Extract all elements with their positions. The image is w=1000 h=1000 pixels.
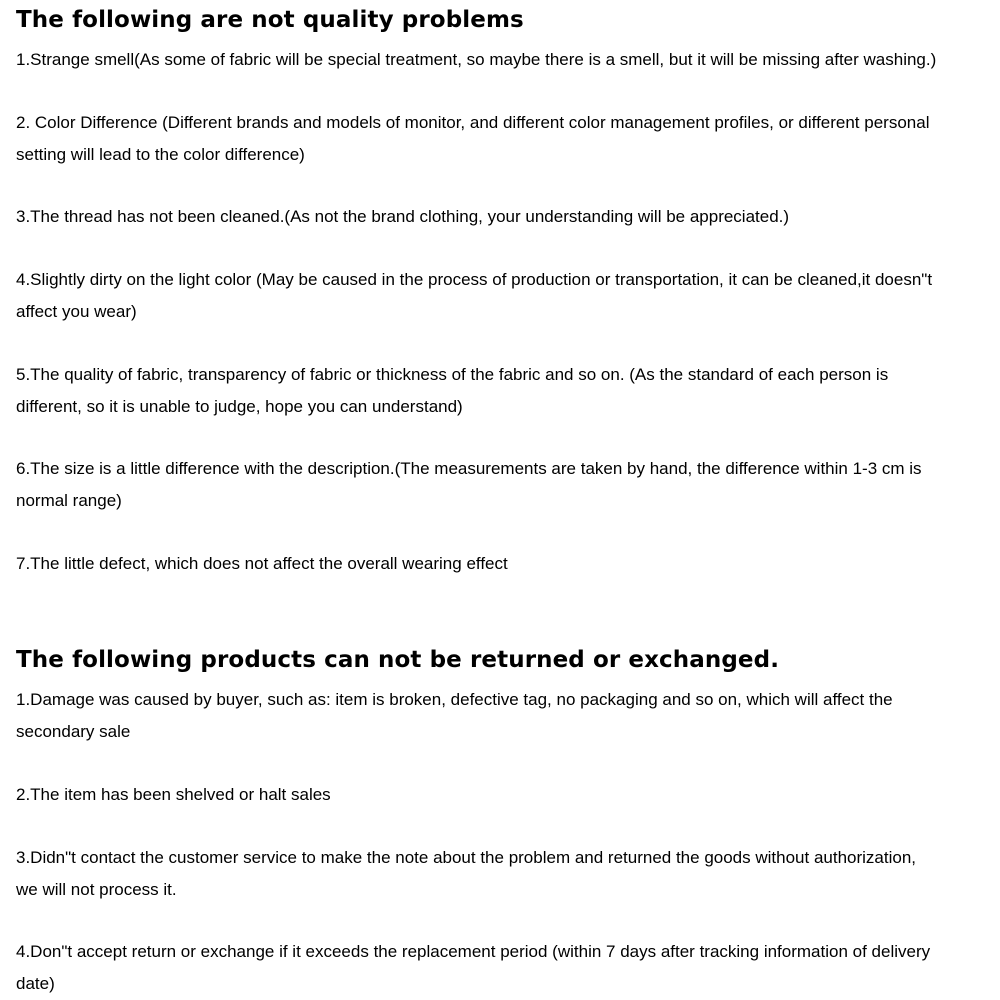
- quality-item-4-line-1: 4.Slightly dirty on the light color (May be caused in the process of production or transportation, it can be cleaned,it doesn"t: [16, 270, 933, 289]
- return-item-2-line-1: 2.The item has been shelved or halt sales: [16, 785, 331, 804]
- quality-item-6-line-1: 6.The size is a little difference with the description.(The measurements are taken by hand, the difference within 1-3 cm is: [16, 459, 922, 478]
- return-item-1: [16, 684, 893, 747]
- return-item-1-line-2: secondary sale: [16, 721, 131, 741]
- return-item-2: [16, 779, 331, 811]
- quality-item-4-line-2: affect you wear): [16, 301, 137, 321]
- not-quality-problems-heading: The following are not quality problems: [16, 7, 524, 33]
- quality-item-7: [16, 548, 508, 580]
- quality-item-7-line-1: 7.The little defect, which does not affect the overall wearing effect: [16, 554, 508, 573]
- return-item-4: [16, 936, 930, 999]
- return-item-3-line-2: we will not process it.: [16, 879, 177, 899]
- quality-item-3: [16, 201, 789, 233]
- quality-item-6-line-2: normal range): [16, 490, 122, 510]
- quality-item-3-line-1: 3.The thread has not been cleaned.(As not the brand clothing, your understanding will be appreciated.): [16, 207, 790, 226]
- quality-item-2-line-1: 2. Color Difference (Different brands and models of monitor, and different color management profiles, or different personal: [16, 113, 930, 132]
- return-item-4-line-1: 4.Don"t accept return or exchange if it exceeds the replacement period (within 7 days after tracking information of delivery: [16, 942, 931, 961]
- no-return-heading: The following products can not be returned or exchanged.: [16, 647, 780, 673]
- quality-item-1: [16, 44, 936, 76]
- quality-item-6: [16, 453, 922, 516]
- quality-item-5-line-2: different, so it is unable to judge, hope you can understand): [16, 396, 463, 416]
- return-item-4-line-2: date): [16, 973, 55, 993]
- quality-item-2: [16, 107, 929, 170]
- quality-item-1-line-1: 1.Strange smell(As some of fabric will be special treatment, so maybe there is a smell, but it will be missing after washing.): [16, 50, 937, 69]
- return-item-3-line-1: 3.Didn"t contact the customer service to make the note about the problem and returned the goods without authorization,: [16, 848, 917, 867]
- quality-item-5: [16, 359, 888, 422]
- quality-item-5-line-1: 5.The quality of fabric, transparency of fabric or thickness of the fabric and so on. (As the standard of each person is: [16, 365, 889, 384]
- return-item-1-line-1: 1.Damage was caused by buyer, such as: item is broken, defective tag, no packaging and so on, which will affect the: [16, 690, 893, 709]
- quality-item-2-line-2: setting will lead to the color difference): [16, 144, 305, 164]
- return-item-3: [16, 842, 916, 905]
- quality-item-4: [16, 264, 932, 327]
